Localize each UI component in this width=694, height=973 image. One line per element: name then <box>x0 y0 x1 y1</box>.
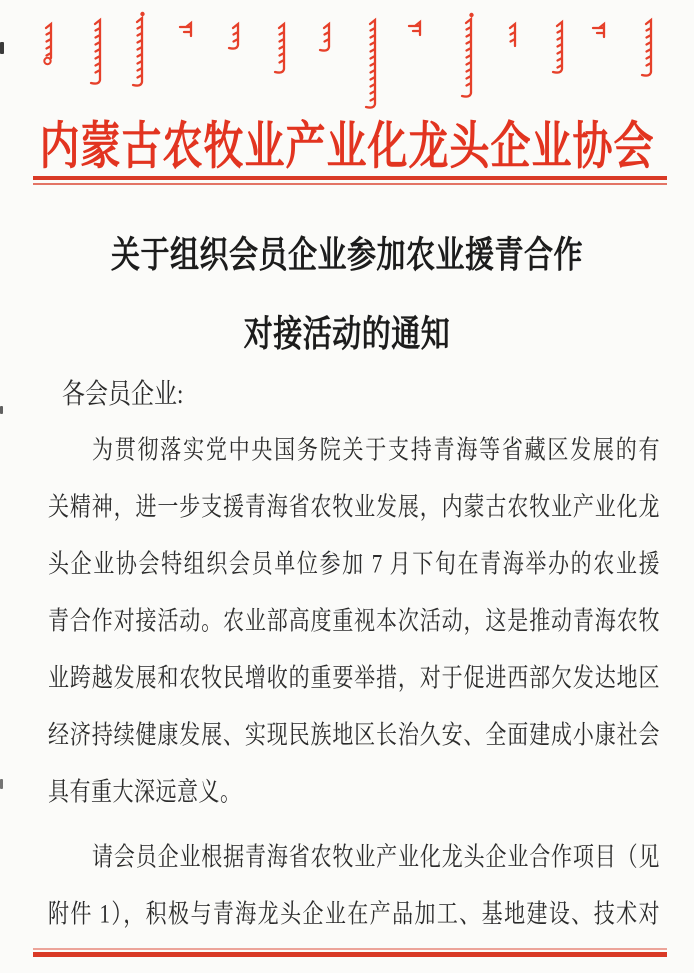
red-divider-bottom-thin <box>33 948 667 950</box>
notice-body <box>48 431 660 952</box>
notice-title-line1: 关于组织会员企业参加农业援青合作 <box>110 235 583 276</box>
body-line: 业跨越发展和农牧民增收的重要举措，对于促进西部欠发达地区 <box>48 662 660 693</box>
scan-speck <box>0 779 3 789</box>
red-divider-top-thin <box>33 183 667 185</box>
red-divider-bottom <box>33 948 667 957</box>
body-line: 请会员企业根据青海省农牧业产业化龙头企业合作项目（见 <box>92 841 660 872</box>
body-line: 青合作对接活动。农业部高度重视本次活动，这是推动青海农牧 <box>48 605 660 636</box>
body-line: 关精神，进一步支援青海省农牧业发展，内蒙古农牧业产业化龙 <box>48 491 660 522</box>
org-name-red-header: 内蒙古农牧业产业化龙头企业协会 <box>39 117 655 176</box>
red-divider-top <box>33 176 667 185</box>
body-line: 经济持续健康发展、实现民族地区长治久安、全面建成小康社会 <box>48 719 660 750</box>
body-line: 头企业协会特组织会员单位参加 7 月下旬在青海举办的农业援 <box>48 548 660 579</box>
body-line: 附件 1），积极与青海龙头企业在产品加工、基地建设、技术对 <box>48 898 660 929</box>
scan-speck <box>0 42 4 54</box>
salutation: 各会员企业: <box>62 379 184 410</box>
body-line: 为贯彻落实党中央国务院关于支持青海等省藏区发展的有 <box>92 434 660 465</box>
notice-title-line2: 对接活动的通知 <box>243 314 451 355</box>
scan-speck <box>0 406 3 414</box>
body-line: 具有重大深远意义。 <box>48 776 242 807</box>
red-divider-bottom-thick <box>33 952 667 957</box>
